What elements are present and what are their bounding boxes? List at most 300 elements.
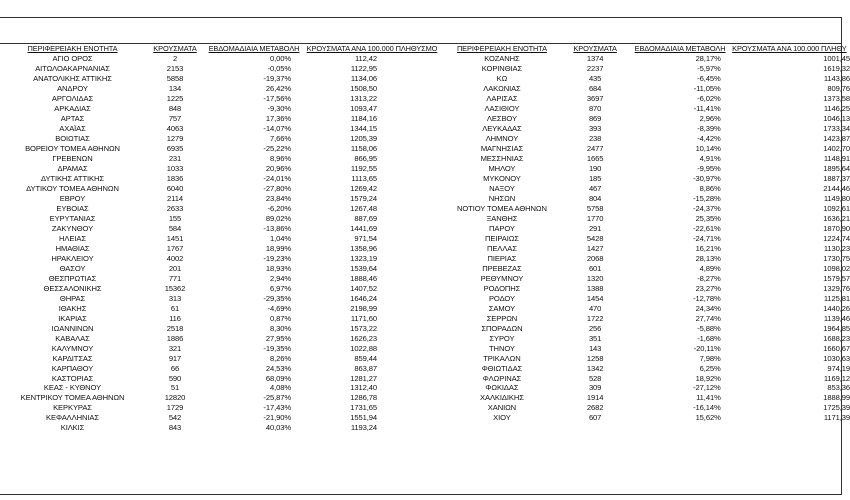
cases-cell: 5858 bbox=[166, 73, 184, 83]
table-row bbox=[445, 344, 850, 354]
weekly-change-cell: 27,95% bbox=[265, 333, 291, 343]
weekly-change-cell: -14,07% bbox=[263, 123, 291, 133]
region-unit-cell: ΛΑΚΩΝΙΑΣ bbox=[483, 83, 521, 93]
table-row bbox=[445, 234, 850, 244]
cases-per-100k-cell: 1286,78 bbox=[350, 393, 377, 403]
cases-cell: 1342 bbox=[586, 363, 604, 373]
table-row bbox=[0, 104, 441, 114]
weekly-change-cell: -6,02% bbox=[697, 93, 721, 103]
cases-per-100k-cell: 1205,39 bbox=[350, 133, 377, 143]
cases-cell: 155 bbox=[168, 213, 182, 223]
region-unit-cell: ΦΘΙΩΤΙΔΑΣ bbox=[481, 363, 523, 373]
region-unit-cell: ΣΥΡΟΥ bbox=[489, 333, 515, 343]
cases-cell: 1914 bbox=[586, 393, 604, 403]
weekly-change-cell: 8,26% bbox=[269, 353, 291, 363]
cases-per-100k-cell: 1329,76 bbox=[823, 283, 850, 293]
cases-per-100k-cell: 887,69 bbox=[354, 213, 377, 223]
table-row bbox=[445, 364, 850, 374]
region-unit-cell: ΠΑΡΟΥ bbox=[489, 223, 515, 233]
cases-per-100k-cell: 1224,74 bbox=[823, 233, 850, 243]
table-row bbox=[0, 294, 441, 304]
region-unit-cell: ΣΑΜΟΥ bbox=[488, 303, 516, 313]
cases-cell: 684 bbox=[588, 83, 602, 93]
cases-per-100k-cell: 1688,23 bbox=[823, 333, 850, 343]
weekly-change-cell: -21,90% bbox=[263, 413, 291, 423]
region-unit-cell: ΠΡΕΒΕΖΑΣ bbox=[482, 263, 522, 273]
table-row bbox=[445, 184, 850, 194]
region-unit-cell: ΑΡΤΑΣ bbox=[60, 113, 85, 123]
weekly-change-cell: -25,22% bbox=[263, 143, 291, 153]
region-unit-cell: ΑΡΓΟΛΙΔΑΣ bbox=[51, 93, 94, 103]
cases-cell: 15362 bbox=[164, 283, 186, 293]
header-row bbox=[445, 44, 850, 54]
cases-cell: 6935 bbox=[166, 143, 184, 153]
weekly-change-cell: -24,01% bbox=[263, 173, 291, 183]
cases-per-100k-cell: 1539,64 bbox=[350, 263, 377, 273]
weekly-change-cell: 7,66% bbox=[269, 133, 291, 143]
table-row bbox=[445, 114, 850, 124]
weekly-change-cell: 23,27% bbox=[695, 283, 721, 293]
cases-cell: 584 bbox=[168, 223, 182, 233]
table-row bbox=[0, 344, 441, 354]
cases-cell: 1886 bbox=[166, 333, 184, 343]
table-row bbox=[0, 224, 441, 234]
weekly-change-cell: -11,05% bbox=[693, 83, 721, 93]
cases-cell: 1770 bbox=[586, 213, 604, 223]
cases-cell: 231 bbox=[168, 153, 182, 163]
region-unit-cell: ΝΟΤΙΟΥ ΤΟΜΕΑ ΑΘΗΝΩΝ bbox=[456, 203, 547, 213]
cases-cell: 1374 bbox=[586, 54, 604, 63]
table-row bbox=[445, 224, 850, 234]
region-unit-cell: ΑΡΚΑΔΙΑΣ bbox=[54, 103, 91, 113]
cases-per-100k-cell: 1171,60 bbox=[350, 313, 377, 323]
region-unit-cell: ΖΑΚΥΝΘΟΥ bbox=[51, 223, 94, 233]
cases-per-100k-cell: 863,87 bbox=[354, 363, 377, 373]
cases-cell: 869 bbox=[588, 113, 602, 123]
cases-per-100k-cell: 1313,22 bbox=[350, 93, 377, 103]
table-row bbox=[445, 164, 850, 174]
weekly-change-cell: -11,41% bbox=[693, 103, 721, 113]
cases-per-100k-cell: 1001,45 bbox=[823, 54, 850, 63]
table-row bbox=[445, 144, 850, 154]
region-unit-cell: ΑΓΙΟ ΟΡΟΣ bbox=[52, 54, 93, 63]
table-row bbox=[445, 354, 850, 364]
column-header-weekly-change: ΕΒΔΟΜΑΔΙΑΙΑ ΜΕΤΑΒΟΛΗ bbox=[208, 44, 300, 53]
weekly-change-cell: 4,91% bbox=[699, 153, 721, 163]
weekly-change-cell: -27,80% bbox=[263, 183, 291, 193]
table-row bbox=[445, 383, 850, 393]
weekly-change-cell: 7,98% bbox=[699, 353, 721, 363]
weekly-change-cell: -1,68% bbox=[697, 333, 721, 343]
cases-cell: 848 bbox=[168, 103, 182, 113]
region-unit-cell: ΛΑΡΙΣΑΣ bbox=[486, 93, 518, 103]
cases-per-100k-cell: 1887,37 bbox=[823, 173, 850, 183]
cases-per-100k-cell: 1149,80 bbox=[823, 193, 850, 203]
cases-per-100k-cell: 1192,55 bbox=[350, 163, 377, 173]
weekly-change-cell: -5,97% bbox=[697, 63, 721, 73]
cases-cell: 2114 bbox=[167, 193, 183, 203]
cases-cell: 116 bbox=[169, 313, 181, 323]
cases-per-100k-cell: 1407,52 bbox=[350, 283, 377, 293]
region-unit-cell: ΣΕΡΡΩΝ bbox=[486, 313, 518, 323]
table-row bbox=[0, 284, 441, 294]
region-unit-cell: ΤΗΝΟΥ bbox=[489, 343, 515, 353]
table-row bbox=[445, 413, 850, 423]
cases-per-100k-cell: 859,44 bbox=[354, 353, 377, 363]
weekly-change-cell: -17,43% bbox=[263, 403, 291, 413]
weekly-change-cell: -9,30% bbox=[267, 103, 291, 113]
cases-per-100k-cell: 1267,48 bbox=[350, 203, 377, 213]
cases-cell: 1258 bbox=[586, 353, 604, 363]
cases-per-100k-cell: 1573,22 bbox=[350, 323, 377, 333]
region-unit-cell: ΠΙΕΡΙΑΣ bbox=[487, 253, 517, 263]
column-header-unit: ΠΕΡΙΦΕΡΕΙΑΚΗ ΕΝΟΤΗΤΑ bbox=[456, 44, 547, 53]
cases-cell: 2153 bbox=[166, 63, 184, 73]
table-row bbox=[0, 244, 441, 254]
region-unit-cell: ΧΑΛΚΙΔΙΚΗΣ bbox=[480, 393, 524, 403]
region-unit-cell: ΗΜΑΘΙΑΣ bbox=[55, 243, 90, 253]
cases-cell: 134 bbox=[168, 83, 182, 93]
table-row bbox=[0, 84, 441, 94]
table-row bbox=[0, 164, 441, 174]
table-row bbox=[0, 204, 441, 214]
cases-cell: 843 bbox=[168, 423, 182, 433]
cases-per-100k-cell: 1146,25 bbox=[823, 103, 850, 113]
region-unit-cell: ΞΑΝΘΗΣ bbox=[486, 213, 518, 223]
cases-cell: 256 bbox=[588, 323, 602, 333]
weekly-change-cell: 18,93% bbox=[265, 263, 291, 273]
region-unit-cell: ΚΟΡΙΝΘΙΑΣ bbox=[481, 63, 523, 73]
table-row bbox=[0, 114, 441, 124]
table-row bbox=[0, 214, 441, 224]
region-unit-cell: ΙΚΑΡΙΑΣ bbox=[58, 313, 87, 323]
cases-per-100k-cell: 2144,46 bbox=[823, 183, 850, 193]
region-unit-cell: ΝΗΣΩΝ bbox=[488, 193, 516, 203]
cases-per-100k-cell: 1093,47 bbox=[350, 103, 377, 113]
cases-per-100k-cell: 1636,21 bbox=[823, 213, 850, 223]
cases-cell: 1388 bbox=[586, 283, 604, 293]
cases-per-100k-cell: 1508,50 bbox=[350, 83, 377, 93]
weekly-change-cell: 25,35% bbox=[695, 213, 721, 223]
table-row bbox=[0, 64, 441, 74]
weekly-change-cell: 6,97% bbox=[269, 283, 291, 293]
cases-cell: 542 bbox=[168, 413, 182, 423]
table-row bbox=[445, 104, 850, 114]
weekly-change-cell: 40,03% bbox=[265, 423, 291, 433]
weekly-change-cell: -24,37% bbox=[693, 203, 721, 213]
cases-per-100k-cell: 1373,58 bbox=[823, 93, 850, 103]
cases-per-100k-cell: 1731,65 bbox=[350, 403, 377, 413]
cases-cell: 393 bbox=[588, 123, 602, 133]
cases-cell: 190 bbox=[588, 163, 602, 173]
cases-per-100k-cell: 1423,87 bbox=[823, 133, 850, 143]
table-row bbox=[0, 374, 441, 384]
cases-cell: 757 bbox=[168, 113, 182, 123]
region-unit-cell: ΚΕΡΚΥΡΑΣ bbox=[53, 403, 92, 413]
weekly-change-cell: 28,17% bbox=[695, 54, 721, 63]
cases-cell: 5428 bbox=[586, 233, 604, 243]
cases-cell: 291 bbox=[588, 223, 602, 233]
cases-per-100k-cell: 1134,06 bbox=[350, 73, 377, 83]
table-row bbox=[445, 64, 850, 74]
cases-cell: 771 bbox=[168, 273, 182, 283]
cases-cell: 309 bbox=[588, 383, 602, 393]
region-unit-cell: ΘΕΣΣΑΛΟΝΙΚΗΣ bbox=[43, 283, 102, 293]
cases-per-100k-cell: 971,54 bbox=[354, 233, 377, 243]
region-unit-cell: ΜΑΓΝΗΣΙΑΣ bbox=[480, 143, 524, 153]
region-unit-cell: ΜΕΣΣΗΝΙΑΣ bbox=[480, 153, 524, 163]
cases-per-100k-cell: 974,19 bbox=[827, 363, 850, 373]
table-row bbox=[0, 314, 441, 324]
cases-per-100k-cell: 866,95 bbox=[354, 153, 377, 163]
weekly-change-cell: -6,20% bbox=[267, 203, 291, 213]
cases-cell: 351 bbox=[588, 333, 602, 343]
region-unit-cell: ΑΙΤΩΛΟΑΚΑΡΝΑΝΙΑΣ bbox=[35, 63, 110, 73]
table-row bbox=[0, 154, 441, 164]
weekly-change-cell: -9,95% bbox=[697, 163, 721, 173]
region-unit-cell: ΒΟΙΩΤΙΑΣ bbox=[55, 133, 90, 143]
cases-cell: 201 bbox=[168, 263, 182, 273]
cases-per-100k-cell: 1888,46 bbox=[350, 273, 377, 283]
cases-cell: 2518 bbox=[166, 323, 184, 333]
weekly-change-cell: 24,53% bbox=[265, 363, 291, 373]
column-header-weekly-change: ΕΒΔΟΜΑΔΙΑΙΑ ΜΕΤΑΒΟΛΗ bbox=[634, 44, 726, 53]
cases-cell: 3697 bbox=[586, 93, 604, 103]
cases-per-100k-cell: 1441,69 bbox=[350, 223, 377, 233]
cases-per-100k-cell: 1725,39 bbox=[823, 403, 850, 413]
region-unit-cell: ΦΩΚΙΔΑΣ bbox=[485, 383, 519, 393]
table-row bbox=[445, 244, 850, 254]
weekly-change-cell: -29,35% bbox=[263, 293, 291, 303]
table-row bbox=[0, 134, 441, 144]
table-row bbox=[0, 304, 441, 314]
region-unit-cell: ΝΑΞΟΥ bbox=[489, 183, 515, 193]
cases-cell: 6040 bbox=[166, 183, 184, 193]
cases-cell: 2477 bbox=[586, 143, 604, 153]
region-unit-cell: ΚΑΡΔΙΤΣΑΣ bbox=[52, 353, 93, 363]
table-row bbox=[445, 304, 850, 314]
cases-cell: 51 bbox=[170, 383, 180, 393]
weekly-change-cell: -19,23% bbox=[263, 253, 291, 263]
cases-cell: 5758 bbox=[586, 203, 604, 213]
cases-per-100k-cell: 1660,67 bbox=[823, 343, 850, 353]
weekly-change-cell: -6,45% bbox=[697, 73, 721, 83]
cases-cell: 470 bbox=[588, 303, 602, 313]
column-header-unit: ΠΕΡΙΦΕΡΕΙΑΚΗ ΕΝΟΤΗΤΑ bbox=[27, 44, 118, 53]
table-row bbox=[0, 194, 441, 204]
weekly-change-cell: -13,86% bbox=[263, 223, 291, 233]
cases-per-100k-cell: 1964,85 bbox=[823, 323, 850, 333]
table-row bbox=[0, 334, 441, 344]
table-row bbox=[445, 264, 850, 274]
cases-per-100k-cell: 1870,90 bbox=[823, 223, 850, 233]
cases-per-100k-cell: 1312,40 bbox=[350, 383, 377, 393]
cases-cell: 1454 bbox=[586, 293, 604, 303]
cases-per-100k-cell: 1344,15 bbox=[350, 123, 377, 133]
table-row bbox=[0, 274, 441, 284]
cases-cell: 528 bbox=[588, 373, 602, 383]
cases-cell: 12820 bbox=[164, 393, 186, 403]
region-unit-cell: ΛΕΥΚΑΔΑΣ bbox=[482, 123, 522, 133]
weekly-change-cell: 11,41% bbox=[696, 393, 721, 403]
region-unit-cell: ΒΟΡΕΙΟΥ ΤΟΜΕΑ ΑΘΗΝΩΝ bbox=[25, 143, 120, 153]
region-unit-cell: ΘΗΡΑΣ bbox=[59, 293, 86, 303]
cases-per-100k-cell: 1626,23 bbox=[350, 333, 377, 343]
weekly-change-cell: 8,30% bbox=[269, 323, 291, 333]
table-row bbox=[0, 124, 441, 134]
table-row bbox=[0, 264, 441, 274]
cases-per-100k-cell: 1551,94 bbox=[350, 413, 377, 423]
cases-cell: 1665 bbox=[586, 153, 604, 163]
weekly-change-cell: 68,09% bbox=[265, 373, 291, 383]
cases-cell: 590 bbox=[168, 373, 182, 383]
table-row bbox=[0, 403, 441, 413]
column-header-cases: ΚΡΟΥΣΜΑΤΑ bbox=[573, 44, 617, 53]
table-row bbox=[0, 254, 441, 264]
table-row bbox=[0, 144, 441, 154]
region-unit-cell: ΠΕΙΡΑΙΩΣ bbox=[484, 233, 519, 243]
cases-per-100k-cell: 1619,32 bbox=[823, 63, 850, 73]
cases-cell: 185 bbox=[588, 173, 602, 183]
weekly-change-cell: 0,87% bbox=[269, 313, 291, 323]
region-unit-cell: ΚΑΒΑΛΑΣ bbox=[55, 333, 90, 343]
weekly-change-cell: -4,42% bbox=[697, 133, 721, 143]
cases-per-100k-cell: 1730,75 bbox=[823, 253, 850, 263]
weekly-change-cell: -0,05% bbox=[267, 63, 291, 73]
cases-cell: 238 bbox=[588, 133, 602, 143]
cases-per-100k-cell: 1281,27 bbox=[350, 373, 377, 383]
weekly-change-cell: 2,96% bbox=[699, 113, 721, 123]
region-unit-cell: ΚΟΖΑΝΗΣ bbox=[484, 54, 520, 63]
cases-per-100k-cell: 1440,26 bbox=[823, 303, 850, 313]
cases-per-100k-cell: 1148,91 bbox=[823, 153, 850, 163]
cases-per-100k-cell: 809,76 bbox=[827, 83, 850, 93]
weekly-change-cell: 2,94% bbox=[269, 273, 291, 283]
sheet-frame-bottom bbox=[0, 494, 842, 495]
weekly-change-cell: -20,11% bbox=[693, 343, 721, 353]
weekly-change-cell: -15,28% bbox=[693, 193, 721, 203]
cases-per-100k-cell: 1098,02 bbox=[823, 263, 850, 273]
region-unit-cell: ΑΝΔΡΟΥ bbox=[57, 83, 88, 93]
table-row bbox=[445, 214, 850, 224]
cases-per-100k-cell: 1895,64 bbox=[823, 163, 850, 173]
table-row bbox=[445, 274, 850, 284]
region-unit-cell: ΜΥΚΟΝΟΥ bbox=[483, 173, 521, 183]
region-unit-cell: ΚΑΛΥΜΝΟΥ bbox=[51, 343, 94, 353]
weekly-change-cell: 18,92% bbox=[695, 373, 721, 383]
region-unit-cell: ΦΛΩΡΙΝΑΣ bbox=[482, 373, 522, 383]
weekly-change-cell: 23,84% bbox=[265, 193, 291, 203]
region-unit-cell: ΙΘΑΚΗΣ bbox=[58, 303, 87, 313]
region-unit-cell: ΘΑΣΟΥ bbox=[59, 263, 86, 273]
weekly-change-cell: -8,39% bbox=[697, 123, 721, 133]
table-row bbox=[0, 234, 441, 244]
table-row bbox=[0, 393, 441, 403]
table-row bbox=[0, 354, 441, 364]
cases-cell: 61 bbox=[170, 303, 180, 313]
cases-per-100k-cell: 1323,19 bbox=[350, 253, 377, 263]
cases-per-100k-cell: 1171,39 bbox=[823, 413, 850, 423]
cases-cell: 2633 bbox=[166, 203, 184, 213]
cases-cell: 1767 bbox=[166, 243, 184, 253]
region-unit-cell: ΚΑΡΠΑΘΟΥ bbox=[51, 363, 94, 373]
cases-per-100k-cell: 1888,99 bbox=[823, 393, 850, 403]
weekly-change-cell: -25,87% bbox=[263, 393, 291, 403]
weekly-change-cell: 89,02% bbox=[265, 213, 291, 223]
region-unit-cell: ΔΥΤΙΚΟΥ ΤΟΜΕΑ ΑΘΗΝΩΝ bbox=[26, 183, 119, 193]
weekly-change-cell: -16,14% bbox=[693, 403, 721, 413]
region-unit-cell: ΣΠΟΡΑΔΩΝ bbox=[481, 323, 523, 333]
column-header-per-100k: ΚΡΟΥΣΜΑΤΑ ΑΝΑ 100.000 ΠΛΗΘΥ bbox=[732, 44, 847, 53]
table-row bbox=[0, 174, 441, 184]
table-row bbox=[445, 314, 850, 324]
cases-cell: 1225 bbox=[166, 93, 184, 103]
cases-per-100k-cell: 1092,61 bbox=[823, 203, 850, 213]
region-unit-cell: ΧΙΟΥ bbox=[493, 413, 511, 423]
region-unit-cell: ΚΕΝΤΡΙΚΟΥ ΤΟΜΕΑ ΑΘΗΝΩΝ bbox=[20, 393, 125, 403]
weekly-change-cell: 28,13% bbox=[695, 253, 721, 263]
table-row bbox=[0, 54, 441, 64]
cases-cell: 321 bbox=[168, 343, 182, 353]
weekly-change-cell: 1,04% bbox=[269, 233, 291, 243]
weekly-change-cell: 15,62% bbox=[695, 413, 721, 423]
weekly-change-cell: -27,12% bbox=[693, 383, 721, 393]
cases-cell: 1279 bbox=[166, 133, 184, 143]
table-row bbox=[445, 174, 850, 184]
cases-cell: 313 bbox=[168, 293, 182, 303]
cases-per-100k-cell: 1184,16 bbox=[350, 113, 377, 123]
column-header-per-100k: ΚΡΟΥΣΜΑΤΑ ΑΝΑ 100.000 ΠΛΗΘΥΣΜΟ bbox=[306, 44, 438, 53]
region-unit-cell: ΡΟΔΟΥ bbox=[488, 293, 515, 303]
cases-per-100k-cell: 2198,99 bbox=[350, 303, 377, 313]
cases-per-100k-cell: 1122,95 bbox=[350, 63, 377, 73]
cases-cell: 1320 bbox=[586, 273, 604, 283]
weekly-change-cell: -19,35% bbox=[263, 343, 291, 353]
cases-per-100k-cell: 1269,42 bbox=[350, 183, 377, 193]
cases-cell: 601 bbox=[588, 263, 602, 273]
table-row bbox=[445, 54, 850, 64]
weekly-change-cell: 18,99% bbox=[265, 243, 291, 253]
table-row bbox=[0, 94, 441, 104]
weekly-change-cell: 4,08% bbox=[269, 383, 291, 393]
weekly-change-cell: 17,36% bbox=[265, 113, 291, 123]
weekly-change-cell: 27,74% bbox=[695, 313, 721, 323]
weekly-change-cell: -17,56% bbox=[263, 93, 291, 103]
region-unit-cell: ΘΕΣΠΡΩΤΙΑΣ bbox=[48, 273, 97, 283]
cases-per-100k-cell: 1022,88 bbox=[350, 343, 377, 353]
weekly-change-cell: -24,71% bbox=[693, 233, 721, 243]
region-unit-cell: ΓΡΕΒΕΝΩΝ bbox=[52, 153, 93, 163]
table-row bbox=[445, 334, 850, 344]
region-unit-cell: ΑΧΑΪΑΣ bbox=[59, 123, 86, 133]
region-unit-cell: ΕΥΡΥΤΑΝΙΑΣ bbox=[49, 213, 96, 223]
weekly-change-cell: 8,96% bbox=[269, 153, 291, 163]
cases-per-100k-cell: 112,42 bbox=[354, 54, 377, 63]
region-unit-cell: ΕΥΒΟΙΑΣ bbox=[56, 203, 89, 213]
region-unit-cell: ΚΕΦΑΛΛΗΝΙΑΣ bbox=[46, 413, 99, 423]
cases-cell: 66 bbox=[170, 363, 180, 373]
left-table-body bbox=[0, 54, 441, 433]
table-row bbox=[445, 374, 850, 384]
table-row bbox=[0, 324, 441, 334]
weekly-change-cell: 10,14% bbox=[695, 143, 721, 153]
table-row bbox=[445, 294, 850, 304]
weekly-change-cell: -4,69% bbox=[267, 303, 291, 313]
cases-per-100k-cell: 1646,24 bbox=[350, 293, 377, 303]
weekly-change-cell: 0,00% bbox=[269, 54, 291, 63]
table-row bbox=[445, 74, 850, 84]
table-row bbox=[0, 413, 441, 423]
